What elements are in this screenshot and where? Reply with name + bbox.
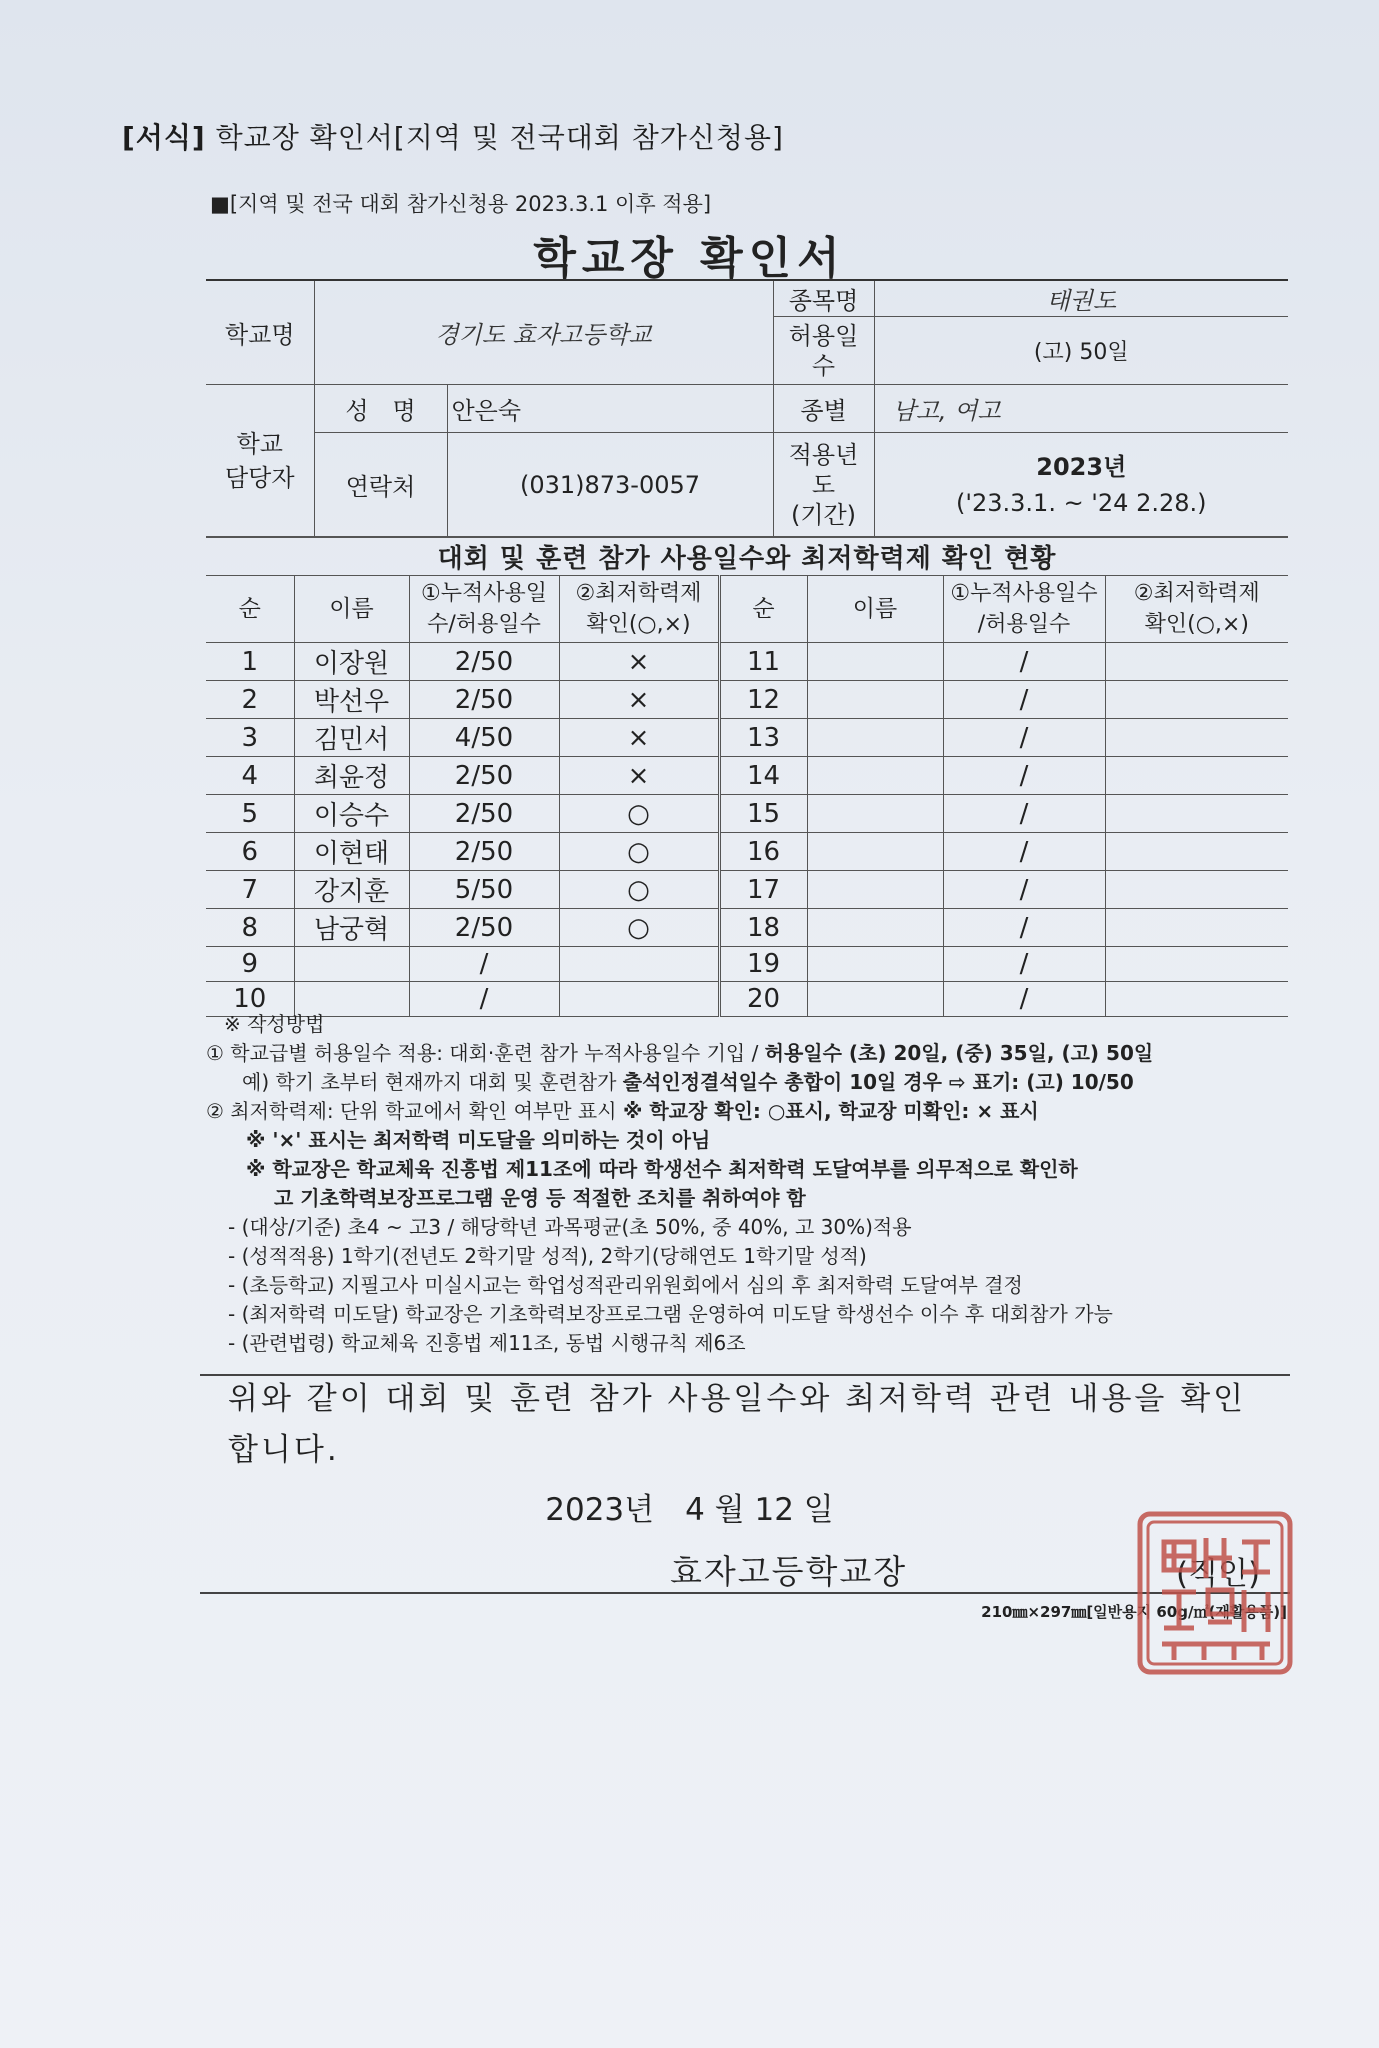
note-1-example-bold: 출석인정결석일수 총합이 10일 경우 ⇨ 표기: (고) 10/50	[622, 1070, 1134, 1094]
manager-label: 학교 담당자	[206, 385, 314, 537]
left-cell-no: 1	[206, 643, 294, 681]
right-cell-check	[1105, 833, 1288, 871]
right-cell-days: /	[943, 982, 1105, 1017]
bottom-rule	[200, 1592, 1290, 1594]
left-cell-days: /	[409, 947, 559, 982]
table-row	[206, 795, 1288, 833]
right-cell-days: /	[943, 833, 1105, 871]
right-cell-check	[1105, 719, 1288, 757]
table-row	[206, 833, 1288, 871]
right-cell-name	[807, 757, 943, 795]
left-cell-name: 남궁혁	[294, 909, 409, 947]
col-days-right: ①누적사용일수 /허용일수	[943, 576, 1105, 643]
form-title-line	[122, 116, 784, 156]
allowed-days-label: 허용일 수	[773, 317, 874, 385]
note-3: ※ '×' 표시는 최저학력 미도달을 의미하는 것이 아님	[246, 1128, 711, 1152]
right-cell-no: 16	[719, 833, 807, 871]
left-cell-no: 9	[206, 947, 294, 982]
table-row	[206, 719, 1288, 757]
left-cell-name: 김민서	[294, 719, 409, 757]
issue-date: 2023년 4 월 12 일	[545, 1492, 834, 1528]
left-cell-check: ○	[559, 833, 719, 871]
left-cell-no: 6	[206, 833, 294, 871]
right-cell-no: 20	[719, 982, 807, 1017]
right-cell-days: /	[943, 719, 1105, 757]
right-cell-days: /	[943, 947, 1105, 982]
left-cell-no: 4	[206, 757, 294, 795]
left-cell-name: 이현태	[294, 833, 409, 871]
school-name: 경기도 효자고등학교	[314, 280, 773, 385]
right-cell-no: 19	[719, 947, 807, 982]
right-cell-no: 14	[719, 757, 807, 795]
right-cell-check	[1105, 757, 1288, 795]
left-cell-check: ×	[559, 643, 719, 681]
table-row	[206, 871, 1288, 909]
right-cell-days: /	[943, 757, 1105, 795]
right-cell-check	[1105, 909, 1288, 947]
right-cell-no: 18	[719, 909, 807, 947]
right-cell-name	[807, 719, 943, 757]
form-title: 학교장 확인서[지역 및 전국대회 참가신청용]	[215, 121, 784, 154]
status-title: 대회 및 훈련 참가 사용일수와 최저학력제 확인 현황	[206, 538, 1288, 576]
right-cell-no: 17	[719, 871, 807, 909]
sport-label: 종목명	[773, 280, 874, 317]
period-label: 적용년 도 (기간)	[773, 433, 874, 537]
right-cell-days: /	[943, 909, 1105, 947]
note-1-example-text: 예) 학기 초부터 현재까지 대회 및 훈련참가	[242, 1070, 623, 1094]
left-cell-no: 5	[206, 795, 294, 833]
applicability-note: ■[지역 및 전국 대회 참가신청용 2023.3.1 이후 적용]	[210, 192, 712, 216]
confirm-line-1: 위와 같이 대회 및 훈련 참가 사용일수와 최저학력 관련 내용을 확인	[228, 1381, 1247, 1417]
paper-spec: 210㎜×297㎜[일반용지 60g/㎡(재활용품)]	[981, 1603, 1287, 1621]
period-range: ('23.3.1. ~ '24 2.28.)	[956, 488, 1207, 517]
detail-5: - (관련법령) 학교체육 진흥법 제11조, 동법 시행규칙 제6조	[228, 1331, 746, 1355]
page-title: 학교장 확인서	[533, 233, 846, 284]
signer-name: 효자고등학교장	[670, 1552, 908, 1591]
confirmation-text	[228, 1374, 1288, 1476]
note-4a: ※ 학교장은 학교체육 진흥법 제11조에 따라 학생선수 최저학력 도달여부를 의무적으로 확인하	[246, 1157, 1078, 1181]
left-cell-name	[294, 947, 409, 982]
manager-name: 안은숙	[447, 385, 773, 433]
form-body	[206, 279, 1288, 1017]
left-cell-check: ×	[559, 757, 719, 795]
right-cell-name	[807, 643, 943, 681]
sport-value: 태권도	[874, 280, 1288, 317]
left-cell-name: 이승수	[294, 795, 409, 833]
note-1-example	[206, 1068, 1306, 1097]
right-cell-days: /	[943, 795, 1105, 833]
left-cell-name: 박선우	[294, 681, 409, 719]
col-check-right: ②최저학력제 확인(○,×)	[1105, 576, 1288, 643]
table-row	[206, 947, 1288, 982]
right-cell-name	[807, 871, 943, 909]
col-no: 순	[206, 576, 294, 643]
right-cell-name	[807, 833, 943, 871]
right-cell-days: /	[943, 643, 1105, 681]
right-cell-no: 15	[719, 795, 807, 833]
right-cell-name	[807, 795, 943, 833]
left-cell-check: ×	[559, 719, 719, 757]
detail-4: - (최저학력 미도달) 학교장은 기초학력보장프로그램 운영하여 미도달 학생선수 이수 후 대회참가 가능	[228, 1302, 1113, 1326]
detail-2: - (성적적용) 1학기(전년도 2학기말 성적), 2학기(당해연도 1학기말 성적)	[228, 1244, 867, 1268]
table-row	[206, 643, 1288, 681]
note-1	[206, 1039, 1306, 1068]
left-cell-check: ×	[559, 681, 719, 719]
left-cell-check: ○	[559, 909, 719, 947]
note-1-text: ① 학교급별 허용일수 적용: 대회·훈련 참가 누적사용일수 기입 /	[206, 1041, 765, 1065]
left-cell-days: 2/50	[409, 643, 559, 681]
allowed-days-value: (고) 50일	[874, 317, 1288, 385]
info-table	[206, 279, 1288, 537]
left-cell-no: 3	[206, 719, 294, 757]
left-cell-name: 최윤정	[294, 757, 409, 795]
col-name-right: 이름	[807, 576, 943, 643]
period-year: 2023년	[1036, 452, 1127, 481]
left-cell-days: 2/50	[409, 795, 559, 833]
right-cell-no: 12	[719, 681, 807, 719]
left-cell-name: 강지훈	[294, 871, 409, 909]
left-cell-days: 5/50	[409, 871, 559, 909]
note-2	[206, 1097, 1306, 1126]
detail-1: - (대상/기준) 초4 ~ 고3 / 해당학년 과목평균(초 50%, 중 40%, 고 30%)적용	[228, 1215, 912, 1239]
right-cell-days: /	[943, 871, 1105, 909]
right-cell-name	[807, 681, 943, 719]
left-cell-check	[559, 947, 719, 982]
col-no-right: 순	[719, 576, 807, 643]
status-rows	[206, 643, 1288, 1017]
period-value	[874, 433, 1288, 537]
left-cell-check: ○	[559, 871, 719, 909]
left-cell-days: 2/50	[409, 681, 559, 719]
right-cell-no: 13	[719, 719, 807, 757]
note-4b: 고 기초학력보장프로그램 운영 등 적절한 조치를 취하여야 함	[274, 1186, 806, 1210]
table-row	[206, 757, 1288, 795]
confirm-line-2: 합니다.	[228, 1432, 340, 1468]
col-days: ①누적사용일 수/허용일수	[409, 576, 559, 643]
status-table	[206, 537, 1288, 1017]
form-tag: [서식]	[122, 121, 206, 154]
contact-value: (031)873-0057	[447, 433, 773, 537]
note-2-text: ② 최저학력제: 단위 학교에서 확인 여부만 표시	[206, 1099, 623, 1123]
left-cell-no: 2	[206, 681, 294, 719]
left-cell-days: 2/50	[409, 909, 559, 947]
left-cell-no: 10	[206, 982, 294, 1017]
instructions	[206, 1010, 1306, 1358]
name-label: 성 명	[314, 385, 447, 433]
seal-label: (직인)	[1176, 1556, 1261, 1592]
right-cell-no: 11	[719, 643, 807, 681]
left-cell-days: /	[409, 982, 559, 1017]
table-row	[206, 909, 1288, 947]
official-seal-stamp	[1134, 1508, 1296, 1678]
col-check: ②최저학력제 확인(○,×)	[559, 576, 719, 643]
gender-value: 남고, 여고	[874, 385, 1288, 433]
table-row	[206, 681, 1288, 719]
contact-label: 연락처	[314, 433, 447, 537]
right-cell-check	[1105, 795, 1288, 833]
col-name: 이름	[294, 576, 409, 643]
left-cell-days: 4/50	[409, 719, 559, 757]
note-1-bold: 허용일수 (초) 20일, (중) 35일, (고) 50일	[764, 1041, 1154, 1065]
detail-3: - (초등학교) 지필고사 미실시교는 학업성적관리위원회에서 심의 후 최저학력 도달여부 결정	[228, 1273, 1023, 1297]
left-cell-no: 8	[206, 909, 294, 947]
right-cell-check	[1105, 643, 1288, 681]
right-cell-name	[807, 909, 943, 947]
notes-heading: ※ 작성방법	[224, 1012, 325, 1036]
right-cell-check	[1105, 681, 1288, 719]
left-cell-name: 이장원	[294, 643, 409, 681]
school-label: 학교명	[206, 280, 314, 385]
gender-label: 종별	[773, 385, 874, 433]
left-cell-days: 2/50	[409, 757, 559, 795]
left-cell-no: 7	[206, 871, 294, 909]
right-cell-check	[1105, 947, 1288, 982]
note-2-bold: ※ 학교장 확인: ○표시, 학교장 미확인: × 표시	[622, 1099, 1039, 1123]
left-cell-check: ○	[559, 795, 719, 833]
right-cell-name	[807, 947, 943, 982]
right-cell-days: /	[943, 681, 1105, 719]
right-cell-check	[1105, 871, 1288, 909]
left-cell-days: 2/50	[409, 833, 559, 871]
